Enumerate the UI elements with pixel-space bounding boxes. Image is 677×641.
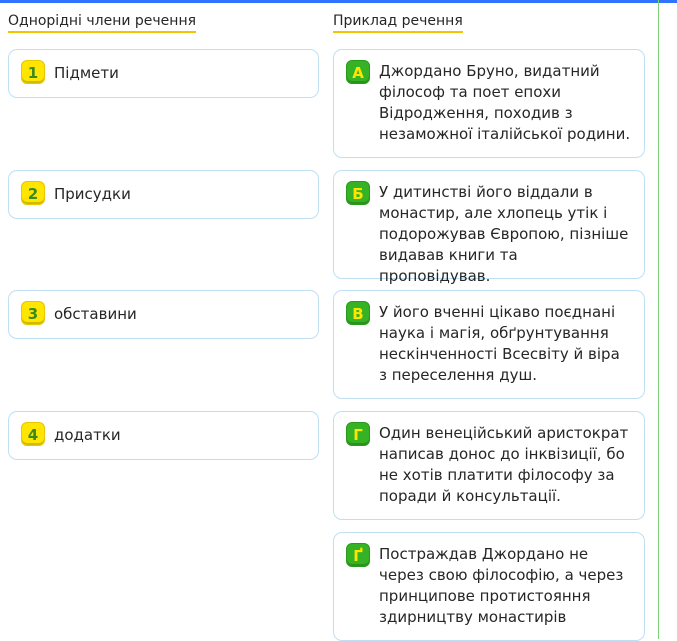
- top-accent-line: [0, 0, 677, 3]
- example-sentence: Джордано Бруно, видатний філософ та поет епохи Відродження, походив з незаможної італійської родини.: [379, 62, 631, 143]
- left-item-2[interactable]: [8, 170, 319, 219]
- left-item-1[interactable]: [8, 49, 319, 98]
- left-item-label: обставини: [54, 305, 137, 323]
- letter-badge: Б: [346, 181, 370, 205]
- example-sentence: У дитинстві його віддали в монастир, але хлопець утік і подорожував Європою, пізніше видавав книги та проповідував.: [379, 183, 629, 285]
- right-item-a[interactable]: [333, 49, 645, 158]
- right-item-h[interactable]: [333, 411, 645, 520]
- letter-badge: В: [346, 301, 370, 325]
- example-sentence: Один венеційський аристократ написав донос до інквізиції, бо не хотів платити філософу за поради й консультації.: [379, 424, 629, 505]
- right-divider: [658, 0, 659, 639]
- letter-badge: Г: [346, 422, 370, 446]
- letter-badge: Ґ: [346, 543, 370, 567]
- number-badge: 2: [21, 181, 45, 205]
- left-item-label: Підмети: [54, 64, 119, 82]
- number-badge: 1: [21, 60, 45, 84]
- left-item-4[interactable]: [8, 411, 319, 460]
- right-item-b[interactable]: [333, 170, 645, 285]
- right-item-g[interactable]: [333, 532, 645, 641]
- letter-badge: А: [346, 60, 370, 84]
- left-item-label: додатки: [54, 426, 121, 444]
- right-item-v[interactable]: [333, 290, 645, 399]
- left-column-header: Однорідні члени речення: [8, 12, 196, 33]
- number-badge: 3: [21, 301, 45, 325]
- left-item-3[interactable]: [8, 290, 319, 339]
- right-column-header: Приклад речення: [333, 12, 463, 33]
- example-sentence: Постраждав Джордано не через свою філософію, а через принципове протистояння здирництву монастирів: [379, 545, 624, 626]
- number-badge: 4: [21, 422, 45, 446]
- example-sentence: У його вченні цікаво поєднані наука і магія, обґрунтування нескінченності Всесвіту й віра з переселення душ.: [379, 303, 620, 384]
- left-item-label: Присудки: [54, 185, 131, 203]
